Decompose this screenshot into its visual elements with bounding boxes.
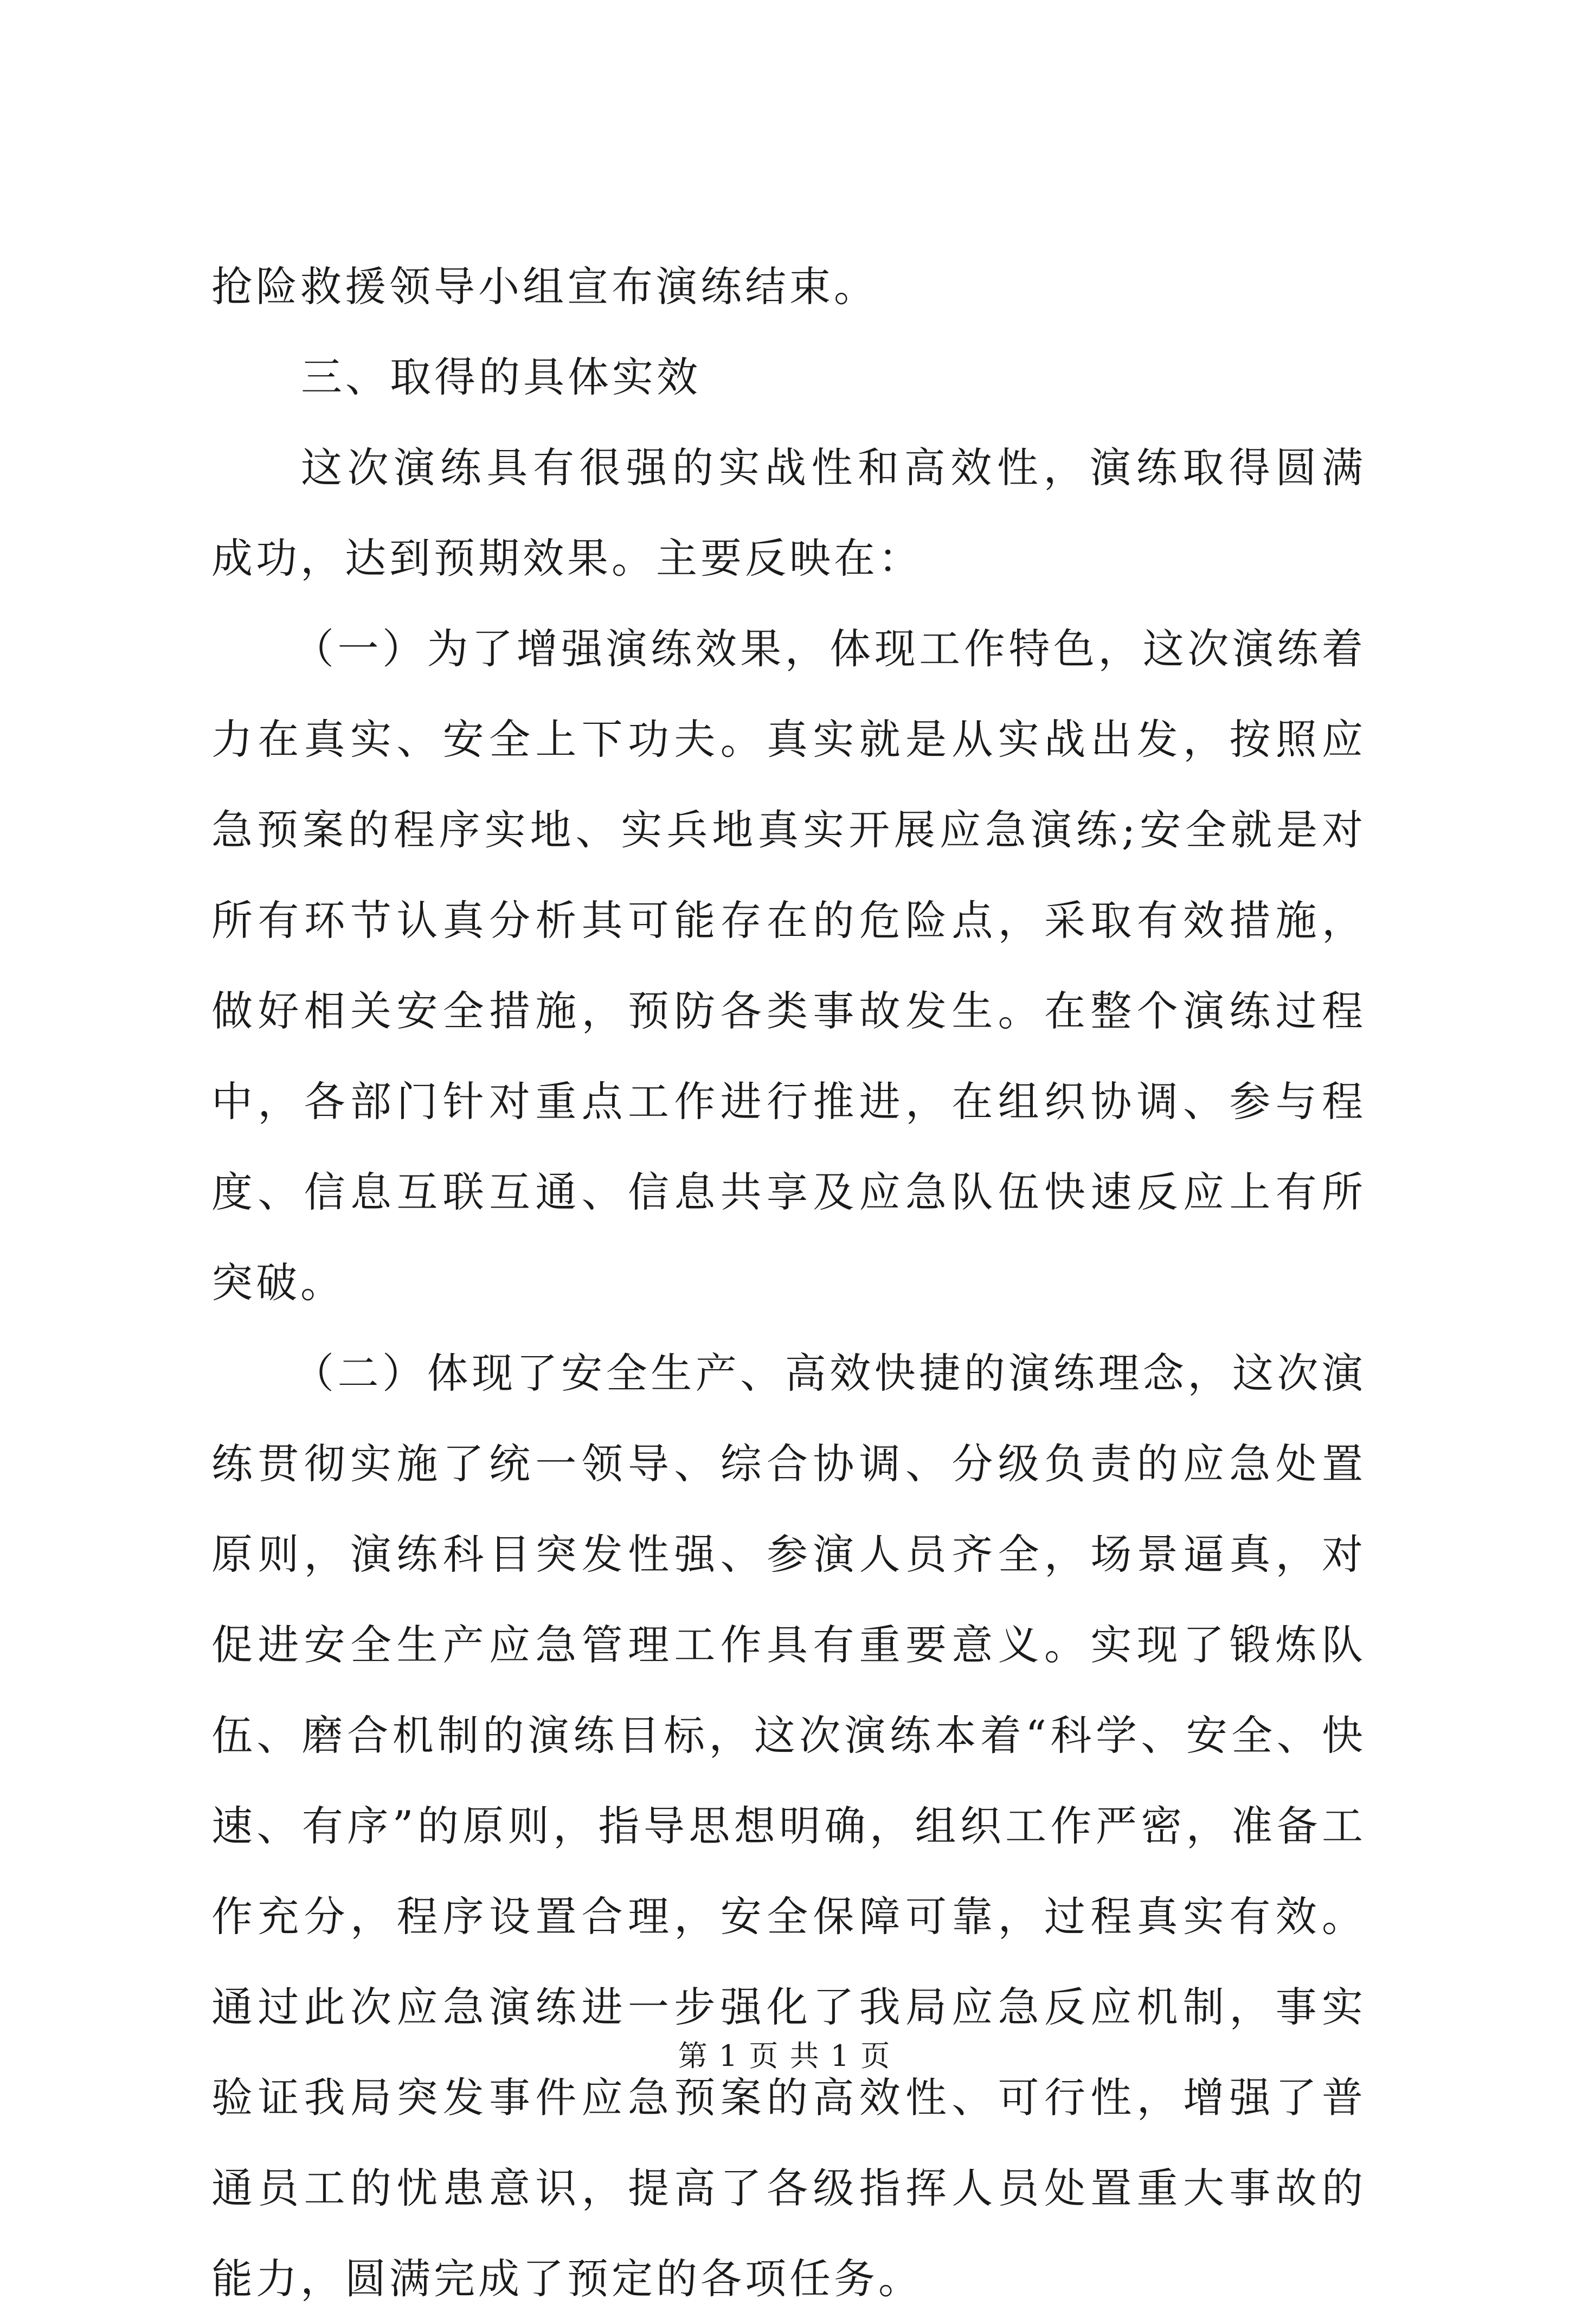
section-heading-results: 三、取得的具体实效 (301, 353, 701, 401)
paragraph-point-two: （二）体现了安全生产、高效快捷的演练理念，这次演练贯彻实施了统一领导、综合协调、分级负责的应急处置原则，演练科目突发性强、参演人员齐全，场景逼真，对促进安全生产应急管理工作具有重要意义。实现了锻炼队伍、磨合机制的演练目标，这次演练本着“科学、安全、快速、有序”的原则，指导思想明确，组织工作严密，准备工作充分，程序设置合理，安全保障可靠，过程真实有效。通过此次应急演练进一步强化了我局应急反应机制，事实验证我局突发事件应急预案的高效性、可行性，增强了普通员工的忧患意识，提高了各级指挥人员处置重大事故的能力，圆满完成了预定的各项任务。 (211, 1349, 1366, 2303)
page-footer: 第 1 页 共 1 页 (678, 2039, 891, 2073)
paragraph-point-one: （一）为了增强演练效果，体现工作特色，这次演练着力在真实、安全上下功夫。真实就是从实战出发，按照应急预案的程序实地、实兵地真实开展应急演练;安全就是对所有环节认真分析其可能存在的危险点，采取有效措施，做好相关安全措施，预防各类事故发生。在整个演练过程中，各部门针对重点工作进行推进，在组织协调、参与程度、信息互联互通、信息共享及应急队伍快速反应上有所突破。 (211, 625, 1366, 1307)
document-body (211, 241, 1366, 2324)
paragraph-drill-end: 抢险救援领导小组宣布演练结束。 (211, 262, 878, 311)
paragraph-summary: 这次演练具有很强的实战性和高效性，演练取得圆满成功，达到预期效果。主要反映在： (211, 444, 1366, 582)
